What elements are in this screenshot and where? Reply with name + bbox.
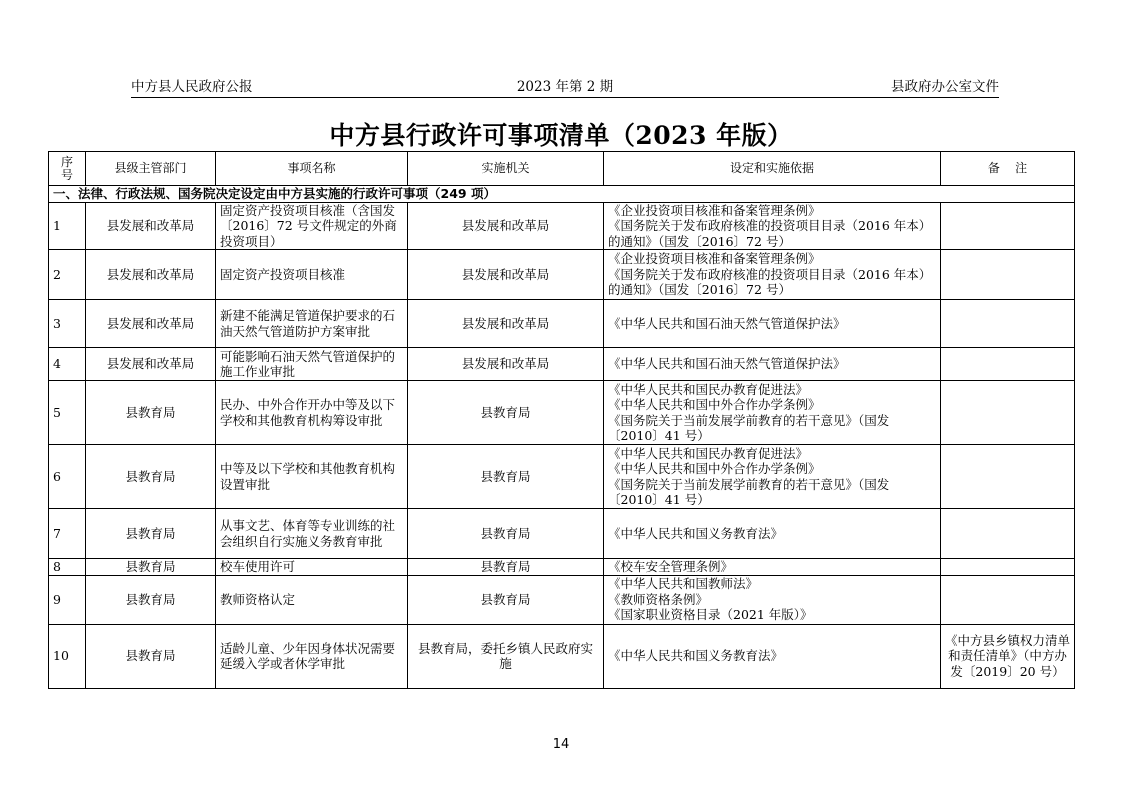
cell-name: 适龄儿童、少年因身体状况需要延缓入学或者休学审批 xyxy=(216,624,408,688)
table-row xyxy=(49,202,1075,250)
cell-dept: 县教育局 xyxy=(86,445,216,509)
cell-org: 县教育局 xyxy=(408,445,604,509)
cell-org: 县教育局，委托乡镇人民政府实施 xyxy=(408,624,604,688)
issue-number: 2023 年第 2 期 xyxy=(516,79,614,95)
header-seq: 序 号 xyxy=(49,152,86,186)
cell-org: 县教育局 xyxy=(408,575,604,624)
cell-name: 民办、中外合作开办中等及以下学校和其他教育机构筹设审批 xyxy=(216,381,408,445)
cell-seq: 8 xyxy=(49,559,86,576)
table-row xyxy=(49,348,1075,381)
cell-seq: 2 xyxy=(49,250,86,300)
cell-seq: 5 xyxy=(49,381,86,445)
cell-org: 县发展和改革局 xyxy=(408,348,604,381)
section-row xyxy=(49,186,1075,203)
cell-note xyxy=(941,509,1075,559)
cell-note xyxy=(941,348,1075,381)
table-row xyxy=(49,445,1075,509)
table-row xyxy=(49,559,1075,576)
permit-items-table xyxy=(48,151,1075,689)
cell-org: 县教育局 xyxy=(408,559,604,576)
cell-dept: 县教育局 xyxy=(86,624,216,688)
cell-dept: 县教育局 xyxy=(86,559,216,576)
header-note: 备 注 xyxy=(941,152,1075,186)
cell-seq: 7 xyxy=(49,509,86,559)
cell-dept: 县教育局 xyxy=(86,575,216,624)
cell-name: 固定资产投资项目核准（含国发〔2016〕72 号文件规定的外商投资项目） xyxy=(216,202,408,250)
cell-basis: 《中华人民共和国民办教育促进法》 《中华人民共和国中外合作办学条例》 《国务院关于当前发展学前教育的若干意见》（国发〔2010〕41 号） xyxy=(604,445,941,509)
cell-basis: 《中华人民共和国义务教育法》 xyxy=(604,624,941,688)
cell-seq: 3 xyxy=(49,300,86,348)
document-title: 中方县行政许可事项清单（2023 年版） xyxy=(329,121,793,150)
document-category: 县政府办公室文件 xyxy=(891,79,999,95)
cell-name: 固定资产投资项目核准 xyxy=(216,250,408,300)
cell-note xyxy=(941,559,1075,576)
table-header-row xyxy=(49,152,1075,186)
header-basis: 设定和实施依据 xyxy=(604,152,941,186)
header-name: 事项名称 xyxy=(216,152,408,186)
cell-note xyxy=(941,445,1075,509)
table-row xyxy=(49,509,1075,559)
table-row xyxy=(49,250,1075,300)
cell-name: 可能影响石油天然气管道保护的施工作业审批 xyxy=(216,348,408,381)
cell-seq: 1 xyxy=(49,202,86,250)
cell-basis: 《企业投资项目核准和备案管理条例》 《国务院关于发布政府核准的投资项目目录（2016 年本）的通知》（国发〔2016〕72 号） xyxy=(604,202,941,250)
cell-name: 中等及以下学校和其他教育机构设置审批 xyxy=(216,445,408,509)
cell-org: 县发展和改革局 xyxy=(408,250,604,300)
cell-dept: 县发展和改革局 xyxy=(86,250,216,300)
cell-name: 从事文艺、体育等专业训练的社会组织自行实施义务教育审批 xyxy=(216,509,408,559)
cell-basis: 《企业投资项目核准和备案管理条例》 《国务院关于发布政府核准的投资项目目录（2016 年本）的通知》（国发〔2016〕72 号） xyxy=(604,250,941,300)
cell-basis: 《中华人民共和国民办教育促进法》 《中华人民共和国中外合作办学条例》 《国务院关于当前发展学前教育的若干意见》（国发〔2010〕41 号） xyxy=(604,381,941,445)
cell-dept: 县教育局 xyxy=(86,509,216,559)
cell-seq: 9 xyxy=(49,575,86,624)
cell-note xyxy=(941,250,1075,300)
table-row xyxy=(49,381,1075,445)
cell-org: 县发展和改革局 xyxy=(408,202,604,250)
cell-seq: 4 xyxy=(49,348,86,381)
cell-basis: 《中华人民共和国教师法》 《教师资格条例》 《国家职业资格目录（2021 年版）》 xyxy=(604,575,941,624)
cell-basis: 《中华人民共和国石油天然气管道保护法》 xyxy=(604,300,941,348)
header-org: 实施机关 xyxy=(408,152,604,186)
table-row xyxy=(49,624,1075,688)
cell-dept: 县发展和改革局 xyxy=(86,348,216,381)
page-number: 14 xyxy=(552,737,570,752)
table-row xyxy=(49,300,1075,348)
cell-note xyxy=(941,300,1075,348)
cell-seq: 6 xyxy=(49,445,86,509)
running-header xyxy=(131,79,999,98)
cell-basis: 《中华人民共和国义务教育法》 xyxy=(604,509,941,559)
gazette-name: 中方县人民政府公报 xyxy=(131,79,253,95)
cell-name: 校车使用许可 xyxy=(216,559,408,576)
cell-org: 县发展和改革局 xyxy=(408,300,604,348)
section-heading: 一、法律、行政法规、国务院决定设定由中方县实施的行政许可事项（249 项） xyxy=(49,186,1075,203)
cell-org: 县教育局 xyxy=(408,509,604,559)
table-row xyxy=(49,575,1075,624)
cell-dept: 县教育局 xyxy=(86,381,216,445)
cell-name: 新建不能满足管道保护要求的石油天然气管道防护方案审批 xyxy=(216,300,408,348)
cell-basis: 《校车安全管理条例》 xyxy=(604,559,941,576)
cell-name: 教师资格认定 xyxy=(216,575,408,624)
cell-dept: 县发展和改革局 xyxy=(86,202,216,250)
cell-note xyxy=(941,381,1075,445)
cell-note xyxy=(941,202,1075,250)
cell-note xyxy=(941,575,1075,624)
cell-seq: 10 xyxy=(49,624,86,688)
cell-org: 县教育局 xyxy=(408,381,604,445)
header-dept: 县级主管部门 xyxy=(86,152,216,186)
cell-basis: 《中华人民共和国石油天然气管道保护法》 xyxy=(604,348,941,381)
cell-dept: 县发展和改革局 xyxy=(86,300,216,348)
cell-note: 《中方县乡镇权力清单和责任清单》（中方办发〔2019〕20 号） xyxy=(941,624,1075,688)
